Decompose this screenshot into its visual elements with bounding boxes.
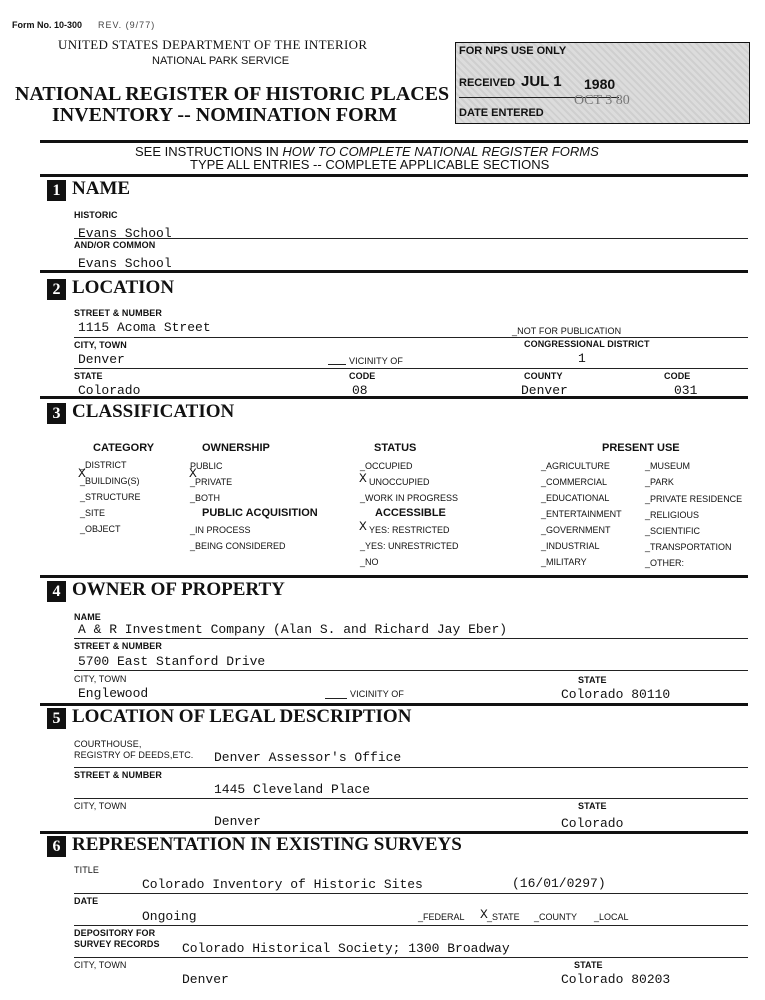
historic-value[interactable]: Evans School [78,226,172,241]
depository-value[interactable]: Colorado Historical Society; 1300 Broadway [182,941,510,956]
code2-value[interactable]: 031 [674,383,698,398]
ownership-private[interactable]: _PRIVATE [190,477,233,487]
header-rule [40,140,748,143]
ownership-both[interactable]: _BOTH [190,493,221,503]
courthouse-rule [74,767,748,768]
acquisition-in-process[interactable]: _IN PROCESS [190,525,251,535]
category-header: CATEGORY [93,442,155,454]
restricted-check-mark: X [359,519,367,534]
accessible-header: ACCESSIBLE [375,507,446,519]
status-work-in-progress[interactable]: _WORK IN PROGRESS [360,493,459,503]
legal-state-value[interactable]: Colorado [561,816,624,831]
use-government[interactable]: _GOVERNMENT [541,525,611,535]
section6-number: 6 [47,836,66,857]
section3-number: 3 [47,403,66,424]
section3-title: CLASSIFICATION [72,401,235,422]
vicinity-label: VICINITY OF [349,356,403,366]
street-value[interactable]: 1115 Acoma Street [78,320,211,335]
courthouse-label-1: COURTHOUSE, [74,739,142,749]
survey-date-rule [74,925,748,926]
courthouse-label-2: REGISTRY OF DEEDS,ETC. [74,750,194,760]
owner-name-label: NAME [74,612,101,622]
street-rule [74,337,748,338]
survey-state[interactable]: _STATE [487,912,520,922]
instructions-prefix: SEE INSTRUCTIONS IN [135,144,279,159]
survey-date-value[interactable]: Ongoing [142,909,197,924]
instructions-italic: HOW TO COMPLETE NATIONAL REGISTER FORMS [282,144,599,159]
city-rule [74,368,748,369]
survey-county[interactable]: _COUNTY [534,912,578,922]
form-number: Form No. 10-300 [12,20,83,30]
use-museum[interactable]: _MUSEUM [645,461,691,471]
building-check-mark: X [78,466,86,481]
survey-title-code[interactable]: (16/01/0297) [512,876,606,891]
category-district[interactable]: _DISTRICT [80,460,127,470]
historic-rule [74,238,748,239]
congressional-label: CONGRESSIONAL DISTRICT [524,339,650,349]
use-military[interactable]: _MILITARY [541,557,587,567]
owner-street-label: STREET & NUMBER [74,641,163,651]
congressional-value[interactable]: 1 [578,351,586,366]
ownership-public[interactable]: PUBLIC [190,461,223,471]
received-date-stamp: JUL 1 [521,73,562,90]
survey-title-rule [74,893,748,894]
accessible-no[interactable]: _NO [360,557,379,567]
date-entered-stamp: OCT 3 80 [574,93,630,108]
nps-use-only-box [455,42,750,124]
courthouse-value[interactable]: Denver Assessor's Office [214,750,402,765]
state-label: STATE [74,371,103,381]
received-label: RECEIVED [459,77,516,89]
not-for-publication[interactable]: _NOT FOR PUBLICATION [512,326,622,336]
service-name: NATIONAL PARK SERVICE [152,55,290,67]
form-revision: REV. (9/77) [98,20,156,30]
use-private-residence[interactable]: _PRIVATE RESIDENCE [645,494,743,504]
status-unoccupied[interactable]: UNOCCUPIED [369,477,430,487]
owner-state-value[interactable]: Colorado 80110 [561,687,671,702]
section1-number: 1 [47,180,66,201]
survey-title-label: TITLE [74,865,100,875]
section4-top-rule [40,575,748,578]
form-title-line1: NATIONAL REGISTER OF HISTORIC PLACES [15,83,450,105]
county-value[interactable]: Denver [521,383,568,398]
category-buildings[interactable]: _BUILDING(S) [80,476,140,486]
use-religious[interactable]: _RELIGIOUS [645,510,700,520]
survey-city-value[interactable]: Denver [182,972,229,987]
unoccupied-check-mark: X [359,471,367,486]
owner-street-rule [74,670,748,671]
use-park[interactable]: _PARK [645,477,674,487]
private-check-mark: X [189,466,197,481]
survey-federal[interactable]: _FEDERAL [418,912,465,922]
vicinity-blank[interactable] [328,364,346,365]
county-label: COUNTY [524,371,563,381]
legal-street-label: STREET & NUMBER [74,770,163,780]
section5-title: LOCATION OF LEGAL DESCRIPTION [72,706,412,727]
section1-title: NAME [72,178,131,199]
state-check-mark: X [480,907,488,922]
section5-number: 5 [47,708,66,729]
use-educational[interactable]: _EDUCATIONAL [541,493,610,503]
ownership-header: OWNERSHIP [202,442,270,454]
use-commercial[interactable]: _COMMERCIAL [541,477,608,487]
depository-label-1: DEPOSITORY FOR [74,928,156,938]
owner-city-value[interactable]: Englewood [78,686,149,701]
use-scientific[interactable]: _SCIENTIFIC [645,526,701,536]
use-industrial[interactable]: _INDUSTRIAL [541,541,600,551]
section4-number: 4 [47,581,66,602]
city-value[interactable]: Denver [78,352,125,367]
department-name: UNITED STATES DEPARTMENT OF THE INTERIOR [58,37,368,52]
legal-state-label: STATE [578,801,607,811]
code-value[interactable]: 08 [352,383,368,398]
historic-label: HISTORIC [74,210,118,220]
city-label: CITY, TOWN [74,340,127,350]
survey-state-value[interactable]: Colorado 80203 [561,972,671,987]
depository-label-2: SURVEY RECORDS [74,939,160,949]
owner-name-rule [74,638,748,639]
legal-street-rule [74,798,748,799]
status-occupied[interactable]: _OCCUPIED [360,461,413,471]
public-acquisition-header: PUBLIC ACQUISITION [202,507,318,519]
section6-title: REPRESENTATION IN EXISTING SURVEYS [72,834,462,855]
section1-top-rule [40,174,748,177]
code-label: CODE [349,371,376,381]
use-transportation[interactable]: _TRANSPORTATION [645,542,732,552]
owner-vicinity-label: VICINITY OF [350,689,404,699]
owner-city-label: CITY, TOWN [74,674,127,684]
category-object[interactable]: _OBJECT [80,524,121,534]
category-site[interactable]: _SITE [80,508,106,518]
present-use-header: PRESENT USE [602,442,680,454]
section2-title: LOCATION [72,277,175,298]
category-structure[interactable]: _STRUCTURE [80,492,141,502]
instructions-line2: TYPE ALL ENTRIES -- COMPLETE APPLICABLE SECTIONS [190,157,550,172]
nps-box-title: FOR NPS USE ONLY [459,45,567,57]
survey-local[interactable]: _LOCAL [594,912,629,922]
section3-top-rule [40,396,748,399]
street-label: STREET & NUMBER [74,308,163,318]
section4-title: OWNER OF PROPERTY [72,579,285,600]
section2-number: 2 [47,279,66,300]
section2-top-rule [40,270,748,273]
acquisition-being-considered[interactable]: _BEING CONSIDERED [190,541,286,551]
common-value[interactable]: Evans School [78,256,172,271]
owner-name-value[interactable]: A & R Investment Company (Alan S. and Richard Jay Eber) [78,622,508,637]
use-agriculture[interactable]: _AGRICULTURE [541,461,610,471]
survey-state-label: STATE [574,960,603,970]
owner-state-label: STATE [578,675,607,685]
date-entered-label: DATE ENTERED [459,107,544,119]
state-value[interactable]: Colorado [78,383,141,398]
legal-street-value[interactable]: 1445 Cleveland Place [214,782,371,797]
status-header: STATUS [374,442,417,454]
depository-rule [74,957,748,958]
use-entertainment[interactable]: _ENTERTAINMENT [541,509,622,519]
survey-title-value[interactable]: Colorado Inventory of Historic Sites [142,877,423,892]
accessible-yes-unrestricted[interactable]: _YES: UNRESTRICTED [360,541,459,551]
owner-vicinity-blank[interactable] [325,698,347,699]
legal-city-value[interactable]: Denver [214,814,261,829]
form-title-line2: INVENTORY -- NOMINATION FORM [52,104,398,126]
accessible-yes-restricted[interactable]: YES: RESTRICTED [369,525,450,535]
survey-city-label: CITY, TOWN [74,960,127,970]
owner-street-value[interactable]: 5700 East Stanford Drive [78,654,266,669]
code2-label: CODE [664,371,691,381]
use-other[interactable]: _OTHER: [645,558,685,568]
survey-date-label: DATE [74,896,99,906]
received-year-stamp: 1980 [584,76,616,92]
common-label: AND/OR COMMON [74,240,156,250]
legal-city-label: CITY, TOWN [74,801,127,811]
